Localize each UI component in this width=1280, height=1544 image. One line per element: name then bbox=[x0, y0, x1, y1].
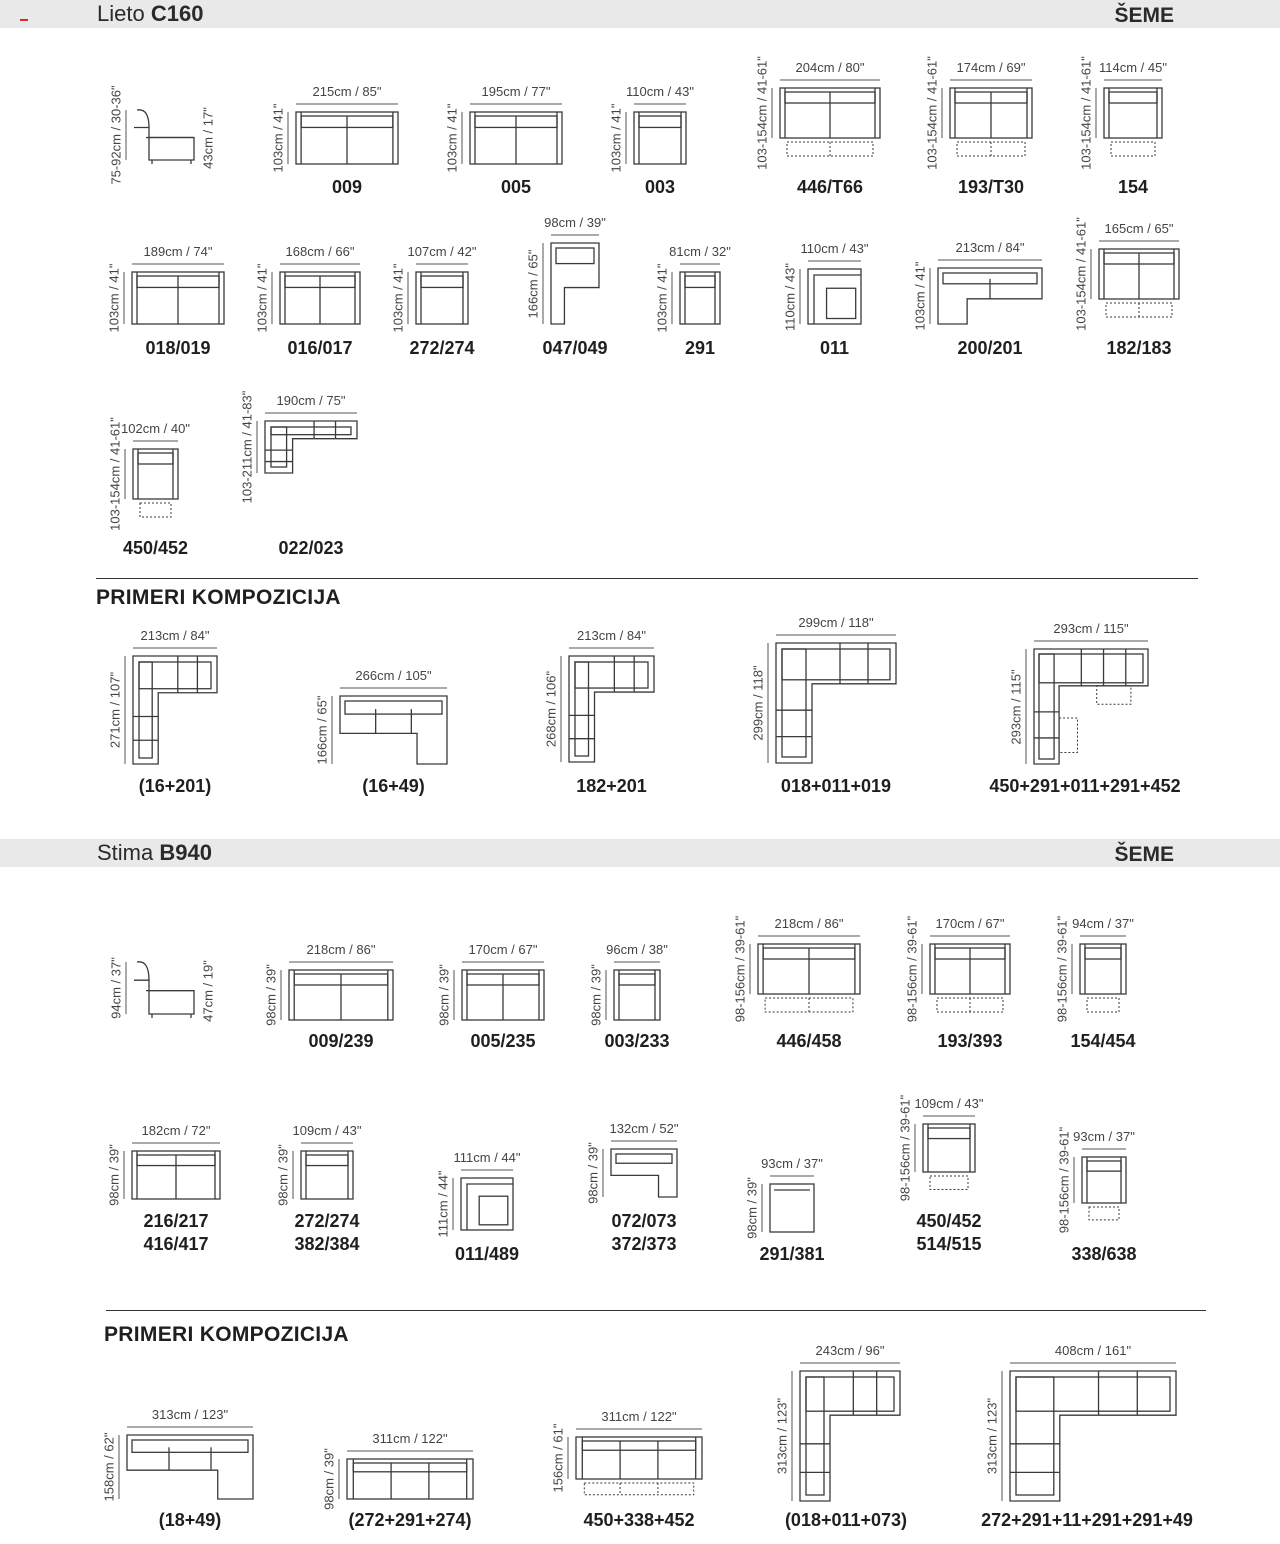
module-code: 200/201 bbox=[957, 338, 1023, 358]
module-height: 103cm / 41" bbox=[106, 263, 122, 333]
module-code: 446/458 bbox=[776, 1031, 842, 1051]
compositions-title: PRIMERI KOMPOZICIJA bbox=[104, 1323, 349, 1346]
sofa-module-drawing bbox=[776, 643, 896, 763]
sofa-module-drawing bbox=[680, 272, 720, 324]
sofa-module-drawing bbox=[611, 1149, 677, 1197]
module-height: 98cm / 39" bbox=[744, 1177, 760, 1239]
module-code-alt: 514/515 bbox=[916, 1234, 982, 1254]
sofa-module-drawing bbox=[132, 1151, 220, 1199]
module-code: 216/217 bbox=[143, 1211, 209, 1231]
composition-code: (16+49) bbox=[362, 776, 425, 796]
model-title: Lieto C160 bbox=[97, 1, 204, 26]
dimension-lines bbox=[792, 1363, 900, 1501]
module-height: 110cm / 43" bbox=[782, 262, 798, 331]
dimension-lines bbox=[626, 104, 686, 164]
composition-code: 272+291+11+291+291+49 bbox=[981, 1510, 1193, 1530]
module-code: 005/235 bbox=[470, 1031, 536, 1051]
composition-height: 156cm / 61" bbox=[550, 1423, 566, 1493]
module-width: 170cm / 67" bbox=[468, 942, 538, 957]
module-code: 193/393 bbox=[937, 1031, 1003, 1051]
module-height: 103-154cm / 41-61" bbox=[924, 56, 940, 170]
composition-width: 293cm / 115" bbox=[1053, 621, 1129, 636]
sofa-module-drawing bbox=[770, 1184, 814, 1232]
module-height: 103-211cm / 41-83" bbox=[239, 390, 255, 504]
module-code-alt: 372/373 bbox=[611, 1234, 677, 1254]
sofa-module-drawing bbox=[289, 970, 393, 1020]
composition-code: (16+201) bbox=[138, 776, 212, 796]
sofa-module-drawing bbox=[634, 112, 686, 164]
dimension-lines bbox=[288, 104, 398, 164]
module-code: 154 bbox=[1117, 177, 1149, 197]
dimension-lines bbox=[408, 264, 468, 324]
module-width: 174cm / 69" bbox=[956, 60, 1026, 75]
module-height: 98cm / 39" bbox=[263, 964, 279, 1026]
composition-code: (18+49) bbox=[158, 1510, 222, 1530]
dimension-lines bbox=[672, 264, 720, 324]
sofa-module-drawing bbox=[576, 1437, 702, 1479]
composition-height: 293cm / 115" bbox=[1008, 668, 1024, 745]
dimension-lines bbox=[768, 635, 896, 763]
composition-height: 158cm / 62" bbox=[101, 1432, 117, 1502]
composition-width: 311cm / 122" bbox=[372, 1431, 448, 1446]
recliner-extension-drawing bbox=[930, 1176, 968, 1189]
recliner-extension-drawing bbox=[1089, 1207, 1119, 1220]
schemes-label: ŠEME bbox=[1114, 4, 1174, 27]
composition-code: (018+011+073) bbox=[784, 1510, 908, 1530]
module-height: 103cm / 41" bbox=[270, 103, 286, 173]
recliner-extension-drawing bbox=[1087, 998, 1119, 1012]
section-divider bbox=[96, 578, 1198, 579]
sofa-module-drawing bbox=[280, 272, 360, 324]
composition-width: 313cm / 123" bbox=[151, 1407, 229, 1422]
composition-svg bbox=[0, 0, 1280, 1]
module-width: 190cm / 75" bbox=[276, 393, 346, 408]
module-code-alt: 416/417 bbox=[143, 1234, 209, 1254]
module-height: 166cm / 65" bbox=[525, 249, 541, 318]
module-width: 218cm / 86" bbox=[774, 916, 844, 931]
module-width: 168cm / 66" bbox=[285, 244, 355, 259]
module-width: 93cm / 37" bbox=[761, 1156, 823, 1171]
composition-code: 182+201 bbox=[576, 776, 647, 796]
module-width: 195cm / 77" bbox=[481, 84, 551, 99]
sofa-module-drawing bbox=[265, 421, 357, 473]
module-height: 103-154cm / 41-61" bbox=[107, 417, 123, 531]
sofa-module-drawing bbox=[133, 656, 217, 764]
section-header-stima bbox=[0, 839, 1280, 867]
module-height: 98-156cm / 39-61" bbox=[1054, 915, 1070, 1023]
pdf-marker-icon bbox=[20, 19, 28, 22]
dimension-lines bbox=[930, 260, 1042, 324]
sofa-module-drawing bbox=[132, 272, 224, 324]
sofa-module-drawing bbox=[127, 1435, 253, 1499]
dimension-lines bbox=[339, 1451, 473, 1499]
module-height: 103cm / 41" bbox=[654, 263, 670, 333]
sofa-module-drawing bbox=[134, 962, 194, 1018]
dimension-lines bbox=[800, 261, 861, 324]
module-width: 107cm / 42" bbox=[407, 244, 477, 259]
sofa-module-drawing bbox=[800, 1371, 900, 1501]
sofa-module-drawing bbox=[808, 269, 861, 324]
module-width: 213cm / 84" bbox=[955, 240, 1025, 255]
module-width: 102cm / 40" bbox=[121, 421, 190, 436]
composition-height: 98cm / 39" bbox=[321, 1448, 337, 1510]
recliner-extension-drawing bbox=[140, 503, 171, 517]
composition-width: 266cm / 105" bbox=[355, 668, 432, 683]
recliner-extension-drawing bbox=[937, 998, 1003, 1012]
module-width: 114cm / 45" bbox=[1099, 60, 1167, 75]
module-width: 218cm / 86" bbox=[306, 942, 376, 957]
dimension-lines bbox=[750, 936, 860, 994]
sofa-module-drawing bbox=[347, 1459, 473, 1499]
module-height: 98-156cm / 39-61" bbox=[732, 915, 748, 1023]
composition-width: 213cm / 84" bbox=[577, 628, 646, 643]
module-width: 165cm / 65" bbox=[1104, 221, 1174, 236]
module-width: 111cm / 44" bbox=[453, 1150, 521, 1165]
module-seat-height: 47cm / 19" bbox=[200, 959, 216, 1022]
sofa-module-drawing bbox=[416, 272, 468, 324]
module-height: 103-154cm / 41-61" bbox=[1073, 217, 1089, 331]
module-code: 016/017 bbox=[287, 338, 353, 358]
recliner-extension-drawing bbox=[1106, 303, 1172, 317]
module-code: 291 bbox=[684, 338, 716, 358]
sofa-module-drawing bbox=[1099, 249, 1179, 299]
module-height: 94cm / 37" bbox=[108, 957, 124, 1019]
sofa-module-drawing bbox=[569, 656, 654, 762]
recliner-extension-drawing bbox=[765, 998, 853, 1012]
sofa-module-drawing bbox=[301, 1151, 353, 1199]
composition-height: 313cm / 123" bbox=[774, 1397, 790, 1475]
module-width: 109cm / 43" bbox=[914, 1096, 984, 1111]
dimension-lines bbox=[1026, 641, 1148, 764]
sofa-module-drawing bbox=[923, 1124, 975, 1172]
dimension-lines bbox=[462, 104, 562, 164]
module-code: 450/452 bbox=[122, 538, 189, 558]
sofa-module-drawing bbox=[938, 268, 1042, 324]
recliner-extension-drawing bbox=[957, 142, 1025, 156]
module-width: 189cm / 74" bbox=[143, 244, 213, 259]
section-header-lieto bbox=[0, 0, 1280, 28]
dimension-lines bbox=[119, 1427, 253, 1499]
module-code-alt: 382/384 bbox=[294, 1234, 360, 1254]
module-width: 94cm / 37" bbox=[1072, 916, 1134, 931]
module-code: 291/381 bbox=[759, 1244, 825, 1264]
module-code: 338/638 bbox=[1071, 1244, 1137, 1264]
module-seat-height: 43cm / 17" bbox=[200, 106, 216, 169]
section-divider bbox=[106, 1310, 1206, 1311]
dimension-lines bbox=[332, 688, 447, 764]
module-height: 98-156cm / 39-61" bbox=[1056, 1126, 1072, 1234]
sofa-module-drawing bbox=[133, 449, 178, 499]
module-code: 182/183 bbox=[1106, 338, 1172, 358]
module-code: 047/049 bbox=[542, 338, 608, 358]
sofa-module-drawing bbox=[296, 112, 398, 164]
module-code: 272/274 bbox=[294, 1211, 360, 1231]
dimension-lines bbox=[281, 962, 393, 1020]
module-height: 103cm / 41" bbox=[912, 261, 928, 331]
module-code: 022/023 bbox=[278, 538, 344, 558]
module-width: 170cm / 67" bbox=[935, 916, 1005, 931]
module-code: 193/T30 bbox=[957, 177, 1025, 197]
module-code: 018/019 bbox=[145, 338, 211, 358]
composition-code: 450+338+452 bbox=[583, 1510, 695, 1530]
sofa-module-drawing bbox=[1080, 944, 1126, 994]
sofa-module-drawing bbox=[551, 243, 599, 324]
module-height: 75-92cm / 30-36" bbox=[108, 85, 124, 185]
sofa-module-drawing bbox=[134, 110, 194, 164]
dimension-lines bbox=[772, 80, 880, 138]
schemes-label: ŠEME bbox=[1114, 843, 1174, 866]
sofa-module-drawing bbox=[461, 1178, 513, 1230]
module-height: 98cm / 39" bbox=[436, 964, 452, 1026]
sofa-module-drawing bbox=[1010, 1371, 1176, 1501]
dimension-lines bbox=[453, 1170, 513, 1230]
recliner-extension-drawing bbox=[1111, 142, 1155, 156]
sofa-module-drawing bbox=[930, 944, 1010, 994]
sofa-module-drawing bbox=[758, 944, 860, 994]
module-width: 215cm / 85" bbox=[312, 84, 382, 99]
module-width: 81cm / 32" bbox=[669, 244, 731, 259]
module-height: 103-154cm / 41-61" bbox=[1078, 56, 1094, 170]
module-height: 98cm / 39" bbox=[106, 1144, 122, 1206]
module-width: 182cm / 72" bbox=[141, 1123, 211, 1138]
module-code: 272/274 bbox=[409, 338, 475, 358]
composition-height: 271cm / 107" bbox=[107, 671, 123, 749]
module-code: 003/233 bbox=[604, 1031, 670, 1051]
sofa-module-drawing bbox=[470, 112, 562, 164]
module-height: 98cm / 39" bbox=[275, 1144, 291, 1206]
module-code: 005 bbox=[500, 177, 532, 197]
sofa-module-drawing bbox=[1082, 1157, 1126, 1203]
module-width: 93cm / 37" bbox=[1073, 1129, 1135, 1144]
sofa-module-drawing bbox=[1104, 88, 1162, 138]
sofa-module-drawing bbox=[1034, 649, 1148, 764]
module-code: 009/239 bbox=[308, 1031, 374, 1051]
module-height: 103cm / 41" bbox=[444, 103, 460, 173]
composition-width: 311cm / 122" bbox=[601, 1409, 677, 1424]
sofa-module-drawing bbox=[614, 970, 660, 1020]
recliner-extension-drawing bbox=[1059, 686, 1131, 753]
composition-height: 166cm / 65" bbox=[314, 695, 330, 765]
module-width: 110cm / 43" bbox=[800, 241, 869, 256]
module-height: 103cm / 41" bbox=[254, 263, 270, 333]
module-width: 109cm / 43" bbox=[292, 1123, 362, 1138]
model-title: Stima B940 bbox=[97, 840, 212, 865]
module-height: 98-156cm / 39-61" bbox=[904, 915, 920, 1023]
module-code: 446/T66 bbox=[796, 177, 864, 197]
dimension-lines bbox=[124, 264, 224, 324]
composition-code: 018+011+019 bbox=[780, 776, 892, 796]
sofa-module-drawing bbox=[780, 88, 880, 138]
dimension-lines bbox=[257, 413, 357, 473]
module-width: 110cm / 43" bbox=[626, 84, 694, 99]
compositions-title: PRIMERI KOMPOZICIJA bbox=[96, 586, 341, 609]
dimension-lines bbox=[1096, 80, 1162, 138]
module-height: 103-154cm / 41-61" bbox=[754, 56, 770, 170]
sofa-module-drawing bbox=[462, 970, 544, 1020]
module-code: 009 bbox=[331, 177, 363, 197]
composition-code: 450+291+011+291+452 bbox=[989, 776, 1181, 796]
composition-width: 408cm / 161" bbox=[1054, 1343, 1132, 1358]
module-height: 111cm / 44" bbox=[435, 1170, 451, 1238]
composition-width: 299cm / 118" bbox=[798, 615, 874, 630]
composition-height: 299cm / 118" bbox=[750, 665, 766, 741]
module-code: 011/489 bbox=[454, 1244, 520, 1264]
module-width: 98cm / 39" bbox=[544, 215, 606, 230]
dimension-lines bbox=[1002, 1363, 1176, 1501]
module-height: 103cm / 41" bbox=[390, 263, 406, 333]
module-height: 98cm / 39" bbox=[588, 964, 604, 1026]
composition-width: 243cm / 96" bbox=[815, 1343, 885, 1358]
module-width: 204cm / 80" bbox=[795, 60, 865, 75]
module-width: 132cm / 52" bbox=[609, 1121, 679, 1136]
module-height: 98cm / 39" bbox=[585, 1142, 601, 1204]
composition-width: 213cm / 84" bbox=[140, 628, 210, 643]
module-code: 154/454 bbox=[1070, 1031, 1136, 1051]
module-height: 98-156cm / 39-61" bbox=[897, 1094, 913, 1202]
sofa-module-drawing bbox=[340, 696, 447, 764]
module-code: 450/452 bbox=[916, 1211, 982, 1231]
module-code: 072/073 bbox=[611, 1211, 677, 1231]
recliner-extension-drawing bbox=[787, 142, 873, 156]
composition-code: (272+291+274) bbox=[348, 1510, 472, 1530]
sofa-module-drawing bbox=[950, 88, 1032, 138]
recliner-extension-drawing bbox=[584, 1483, 693, 1495]
module-height: 103cm / 41" bbox=[608, 103, 624, 173]
composition-height: 313cm / 123" bbox=[984, 1397, 1000, 1475]
module-code: 003 bbox=[644, 177, 676, 197]
module-code: 011 bbox=[819, 338, 850, 358]
module-width: 96cm / 38" bbox=[606, 942, 668, 957]
composition-height: 268cm / 106" bbox=[543, 670, 559, 748]
